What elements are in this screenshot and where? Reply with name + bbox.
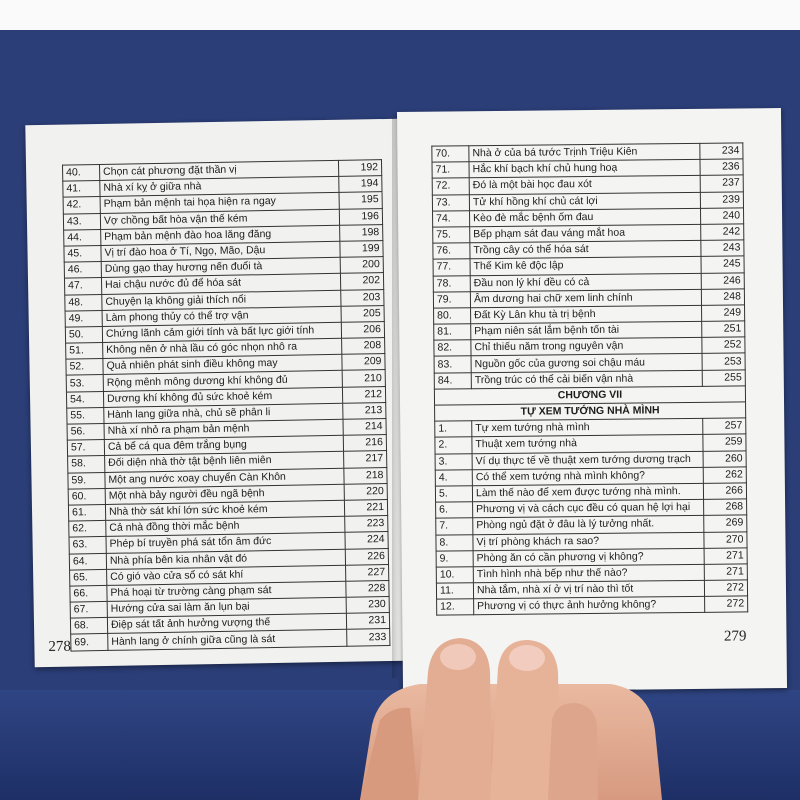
toc-entry-page: 192	[338, 160, 381, 177]
toc-entry-title: Trồng trúc có thể cải biến vận nhà	[471, 370, 702, 389]
right-toc-body-top	[432, 143, 746, 389]
toc-entry-number: 12.	[437, 599, 474, 616]
toc-entry-page: 272	[705, 596, 748, 613]
toc-entry-number: 59.	[68, 472, 105, 489]
toc-entry-title: Không nên ở nhà lầu có góc nhọn nhô ra	[103, 338, 342, 358]
toc-entry-number: 47.	[64, 278, 101, 295]
toc-entry-page: 239	[700, 191, 743, 208]
toc-entry-title: Phạm niên sát lắm bệnh tốn tài	[471, 321, 702, 340]
toc-entry-title: Hành lang giữa nhà, chủ sẽ phân li	[104, 403, 343, 423]
toc-entry-page: 218	[344, 467, 387, 484]
toc-entry-title: Phạm bản mệnh tai họa hiện ra ngay	[100, 193, 339, 213]
toc-entry-title: Điệp sát tất ảnh hưởng vượng thế	[107, 614, 346, 634]
toc-entry-number: 10.	[436, 567, 473, 584]
toc-entry-page: 252	[702, 337, 745, 354]
toc-entry-page: 271	[704, 548, 747, 565]
toc-entry-page: 220	[344, 483, 387, 500]
toc-entry-number: 77.	[433, 259, 470, 276]
toc-entry-page: 224	[345, 532, 388, 549]
toc-row	[437, 596, 748, 615]
toc-entry-title: Thuật xem tướng nhà	[472, 435, 703, 454]
toc-entry-number: 80.	[434, 308, 471, 325]
toc-entry-title: Vị trí phòng khách ra sao?	[473, 532, 704, 551]
toc-entry-title: Bếp phạm sát đau váng mắt hoa	[470, 224, 701, 243]
toc-entry-page: 268	[704, 499, 747, 516]
toc-entry-number: 56.	[67, 423, 104, 440]
toc-entry-number: 52.	[66, 359, 103, 376]
toc-entry-title: Ví dụ thực tế về thuật xem tướng dương trạch	[472, 451, 703, 470]
toc-entry-title: Vị trí đào hoa ở Tí, Ngọ, Mão, Dậu	[101, 241, 340, 261]
toc-entry-number: 42.	[63, 197, 100, 214]
toc-entry-title: Nguồn gốc của gương soi chậu máu	[471, 354, 702, 373]
toc-entry-page: 262	[703, 467, 746, 484]
toc-entry-page: 234	[700, 143, 743, 160]
toc-entry-number: 6.	[436, 502, 473, 519]
toc-entry-title: Nhà ở của bá tước Trịnh Triệu Kiên	[469, 143, 700, 162]
toc-entry-title: Dùng gạo thay hương nến đuổi tà	[101, 257, 340, 277]
toc-entry-number: 48.	[65, 294, 102, 311]
toc-entry-title: Phạm bản mệnh đào hoa lăng đăng	[101, 225, 340, 245]
toc-entry-number: 73.	[432, 194, 469, 211]
toc-entry-title: Phòng ăn có cần phương vị không?	[473, 548, 704, 567]
toc-entry-title: Kèo đè mắc bệnh ốm đau	[470, 208, 701, 227]
toc-entry-number: 71.	[432, 162, 469, 179]
toc-entry-number: 3.	[435, 453, 472, 470]
toc-entry-title: Tử khí hồng khí chủ cát lợi	[469, 192, 700, 211]
toc-entry-number: 11.	[436, 583, 473, 600]
toc-entry-page: 269	[704, 515, 747, 532]
toc-entry-page: 248	[701, 289, 744, 306]
toc-entry-title: Chọn cát phương đặt thần vị	[99, 160, 338, 180]
toc-entry-page: 214	[343, 419, 386, 436]
toc-entry-title: Thế Kim kê độc lập	[470, 257, 701, 276]
toc-entry-number: 70.	[432, 146, 469, 163]
toc-entry-title: Một nhà bảy người đều ngã bệnh	[105, 484, 344, 504]
toc-entry-number: 78.	[433, 275, 470, 292]
toc-entry-page: 198	[340, 224, 383, 241]
right-page	[397, 108, 787, 692]
toc-entry-number: 43.	[63, 213, 100, 230]
toc-entry-number: 68.	[70, 618, 107, 635]
background-top	[0, 0, 800, 30]
right-toc-body-bottom	[435, 418, 748, 615]
toc-entry-title: Đó là một bài học đau xót	[469, 176, 700, 195]
toc-entry-page: 236	[700, 159, 743, 176]
toc-entry-title: Âm dương hai chữ xem linh chính	[470, 289, 701, 308]
chapter-heading	[434, 386, 745, 422]
toc-entry-page: 206	[341, 321, 384, 338]
toc-entry-number: 83.	[434, 356, 471, 373]
toc-entry-page: 226	[345, 548, 388, 565]
toc-entry-page: 255	[702, 370, 745, 387]
toc-entry-title: Dương khí không đủ sức khoẻ kém	[103, 387, 342, 407]
toc-entry-number: 76.	[433, 243, 470, 260]
toc-entry-title: Hai chậu nước đủ để hóa sát	[101, 274, 340, 294]
toc-entry-page: 210	[342, 370, 385, 387]
toc-entry-title: Phương vị có thực ảnh hưởng không?	[474, 597, 705, 616]
toc-entry-page: 227	[346, 564, 389, 581]
toc-entry-number: 9.	[436, 550, 473, 567]
toc-entry-page: 233	[347, 629, 390, 646]
chapter-label: CHƯƠNG VII	[434, 386, 745, 405]
toc-entry-page: 205	[341, 305, 384, 322]
toc-entry-number: 84.	[434, 372, 471, 389]
toc-entry-number: 1.	[435, 421, 472, 438]
left-toc-table	[62, 159, 390, 651]
toc-entry-number: 51.	[66, 343, 103, 360]
toc-entry-title: Có thể xem tướng nhà mình không?	[472, 467, 703, 486]
toc-entry-page: 209	[342, 354, 385, 371]
toc-entry-page: 228	[346, 580, 389, 597]
toc-entry-page: 259	[703, 434, 746, 451]
toc-entry-number: 64.	[69, 553, 106, 570]
toc-entry-number: 55.	[67, 407, 104, 424]
toc-entry-page: 199	[340, 241, 383, 258]
toc-entry-title: Phép bí truyền phá sát tổn âm đức	[106, 533, 345, 553]
toc-entry-page: 251	[702, 321, 745, 338]
toc-entry-number: 67.	[70, 601, 107, 618]
toc-entry-page: 200	[340, 257, 383, 274]
toc-entry-title: Chứng lãnh cảm giới tính và bất lực giới tính	[102, 322, 341, 342]
toc-entry-number: 62.	[69, 521, 106, 538]
toc-entry-number: 45.	[64, 245, 101, 262]
toc-entry-number: 8.	[436, 534, 473, 551]
toc-entry-page: 208	[342, 338, 385, 355]
toc-entry-page: 271	[704, 564, 747, 581]
toc-entry-page: 195	[339, 192, 382, 209]
chapter-title: TỰ XEM TƯỚNG NHÀ MÌNH	[435, 402, 746, 421]
toc-entry-number: 79.	[433, 291, 470, 308]
left-page-number: 278	[48, 638, 72, 655]
toc-entry-number: 65.	[70, 569, 107, 586]
toc-entry-page: 203	[341, 289, 384, 306]
toc-entry-number: 46.	[64, 262, 101, 279]
toc-entry-page: 202	[340, 273, 383, 290]
toc-entry-number: 7.	[436, 518, 473, 535]
toc-entry-title: Nhà tắm, nhà xí ở vị trí nào thì tốt	[473, 580, 704, 599]
toc-entry-title: Hướng cửa sai làm ăn lụn bại	[107, 597, 346, 617]
toc-entry-number: 58.	[68, 456, 105, 473]
toc-entry-number: 53.	[66, 375, 103, 392]
toc-entry-number: 57.	[67, 440, 104, 457]
toc-entry-title: Nhà xí nhỏ ra phạm bản mệnh	[104, 419, 343, 439]
toc-entry-number: 49.	[65, 310, 102, 327]
toc-entry-page: 223	[345, 516, 388, 533]
table-surface	[0, 690, 800, 800]
left-page	[25, 119, 406, 667]
toc-entry-title: Làm phong thủy có thể trợ vận	[102, 306, 341, 326]
toc-entry-number: 82.	[434, 340, 471, 357]
toc-entry-title: Chỉ thiếu năm trong nguyên vận	[471, 338, 702, 357]
toc-entry-page: 245	[701, 256, 744, 273]
toc-entry-number: 66.	[70, 585, 107, 602]
toc-entry-title: Quả nhiên phát sinh điều không may	[103, 355, 342, 375]
toc-entry-page: 216	[343, 435, 386, 452]
toc-entry-page: 242	[701, 224, 744, 241]
toc-entry-page: 243	[701, 240, 744, 257]
toc-entry-page: 230	[346, 597, 389, 614]
toc-entry-number: 54.	[66, 391, 103, 408]
toc-entry-title: Chuyện lạ không giải thích nổi	[102, 290, 341, 310]
toc-entry-number: 44.	[64, 229, 101, 246]
toc-entry-title: Nhà thờ sát khí lớn sức khoẻ kém	[105, 500, 344, 520]
toc-entry-page: 194	[339, 176, 382, 193]
toc-entry-number: 41.	[63, 181, 100, 198]
toc-entry-title: Hành lang ở chính giữa cũng là sát	[108, 630, 347, 650]
toc-entry-number: 60.	[68, 488, 105, 505]
toc-entry-page: 217	[344, 451, 387, 468]
toc-entry-page: 257	[703, 418, 746, 435]
toc-entry-page: 246	[701, 272, 744, 289]
toc-entry-number: 81.	[434, 324, 471, 341]
toc-entry-number: 2.	[435, 437, 472, 454]
toc-entry-number: 69.	[71, 634, 108, 651]
toc-entry-number: 5.	[435, 486, 472, 503]
toc-entry-number: 63.	[69, 537, 106, 554]
toc-entry-title: Đất Kỳ Lân khu tà trị bệnh	[471, 305, 702, 324]
toc-entry-title: Rộng mênh mông dương khí không đủ	[103, 371, 342, 391]
toc-entry-number: 74.	[433, 211, 470, 228]
right-toc-table	[431, 142, 748, 616]
toc-entry-number: 40.	[62, 164, 99, 181]
toc-entry-page: 212	[342, 386, 385, 403]
toc-entry-number: 61.	[68, 504, 105, 521]
toc-entry-page: 231	[346, 613, 389, 630]
toc-entry-number: 50.	[65, 326, 102, 343]
toc-entry-title: Đối diện nhà thờ tật bệnh liên miên	[105, 452, 344, 472]
toc-entry-title: Cả bể cá qua đêm trắng bụng	[104, 435, 343, 455]
toc-entry-page: 237	[700, 175, 743, 192]
toc-entry-title: Một ang nước xoay chuyển Càn Khôn	[105, 468, 344, 488]
toc-entry-number: 72.	[432, 178, 469, 195]
left-toc-body	[62, 160, 389, 651]
toc-entry-title: Phá hoại từ trường càng phạm sát	[107, 581, 346, 601]
toc-entry-page: 253	[702, 353, 745, 370]
right-page-number: 279	[723, 628, 747, 645]
toc-entry-title: Đầu non lý khí đều có cả	[470, 273, 701, 292]
toc-entry-title: Vợ chồng bất hòa vận thế kém	[100, 209, 339, 229]
toc-entry-title: Phương vị và cách cục đều có quan hệ lợi hại	[473, 499, 704, 518]
toc-entry-title: Nhà xí kỵ ở giữa nhà	[100, 177, 339, 197]
toc-entry-title: Tự xem tướng nhà mình	[472, 419, 703, 438]
toc-entry-title: Phòng ngủ đặt ở đâu là lý tưởng nhất.	[473, 516, 704, 535]
toc-entry-page: 213	[343, 402, 386, 419]
toc-entry-page: 260	[703, 450, 746, 467]
toc-entry-page: 196	[339, 208, 382, 225]
toc-entry-page: 249	[702, 305, 745, 322]
toc-entry-page: 221	[344, 499, 387, 516]
toc-entry-title: Nhà phía bên kia nhân vật đó	[106, 549, 345, 569]
toc-entry-title: Có gió vào cửa sổ có sát khí	[107, 565, 346, 585]
toc-entry-title: Hắc khí bạch khí chủ hung hoạ	[469, 160, 700, 179]
toc-entry-page: 270	[704, 531, 747, 548]
toc-entry-page: 240	[700, 208, 743, 225]
toc-entry-page: 266	[703, 483, 746, 500]
toc-entry-title: Trồng cây có thể hóa sát	[470, 240, 701, 259]
toc-entry-number: 75.	[433, 227, 470, 244]
toc-entry-page: 272	[704, 580, 747, 597]
toc-entry-title: Tình hình nhà bếp như thế nào?	[473, 564, 704, 583]
toc-entry-number: 4.	[435, 470, 472, 487]
toc-entry-title: Cả nhà đồng thời mắc bệnh	[106, 516, 345, 536]
toc-entry-title: Làm thế nào để xem được tướng nhà mình.	[472, 483, 703, 502]
